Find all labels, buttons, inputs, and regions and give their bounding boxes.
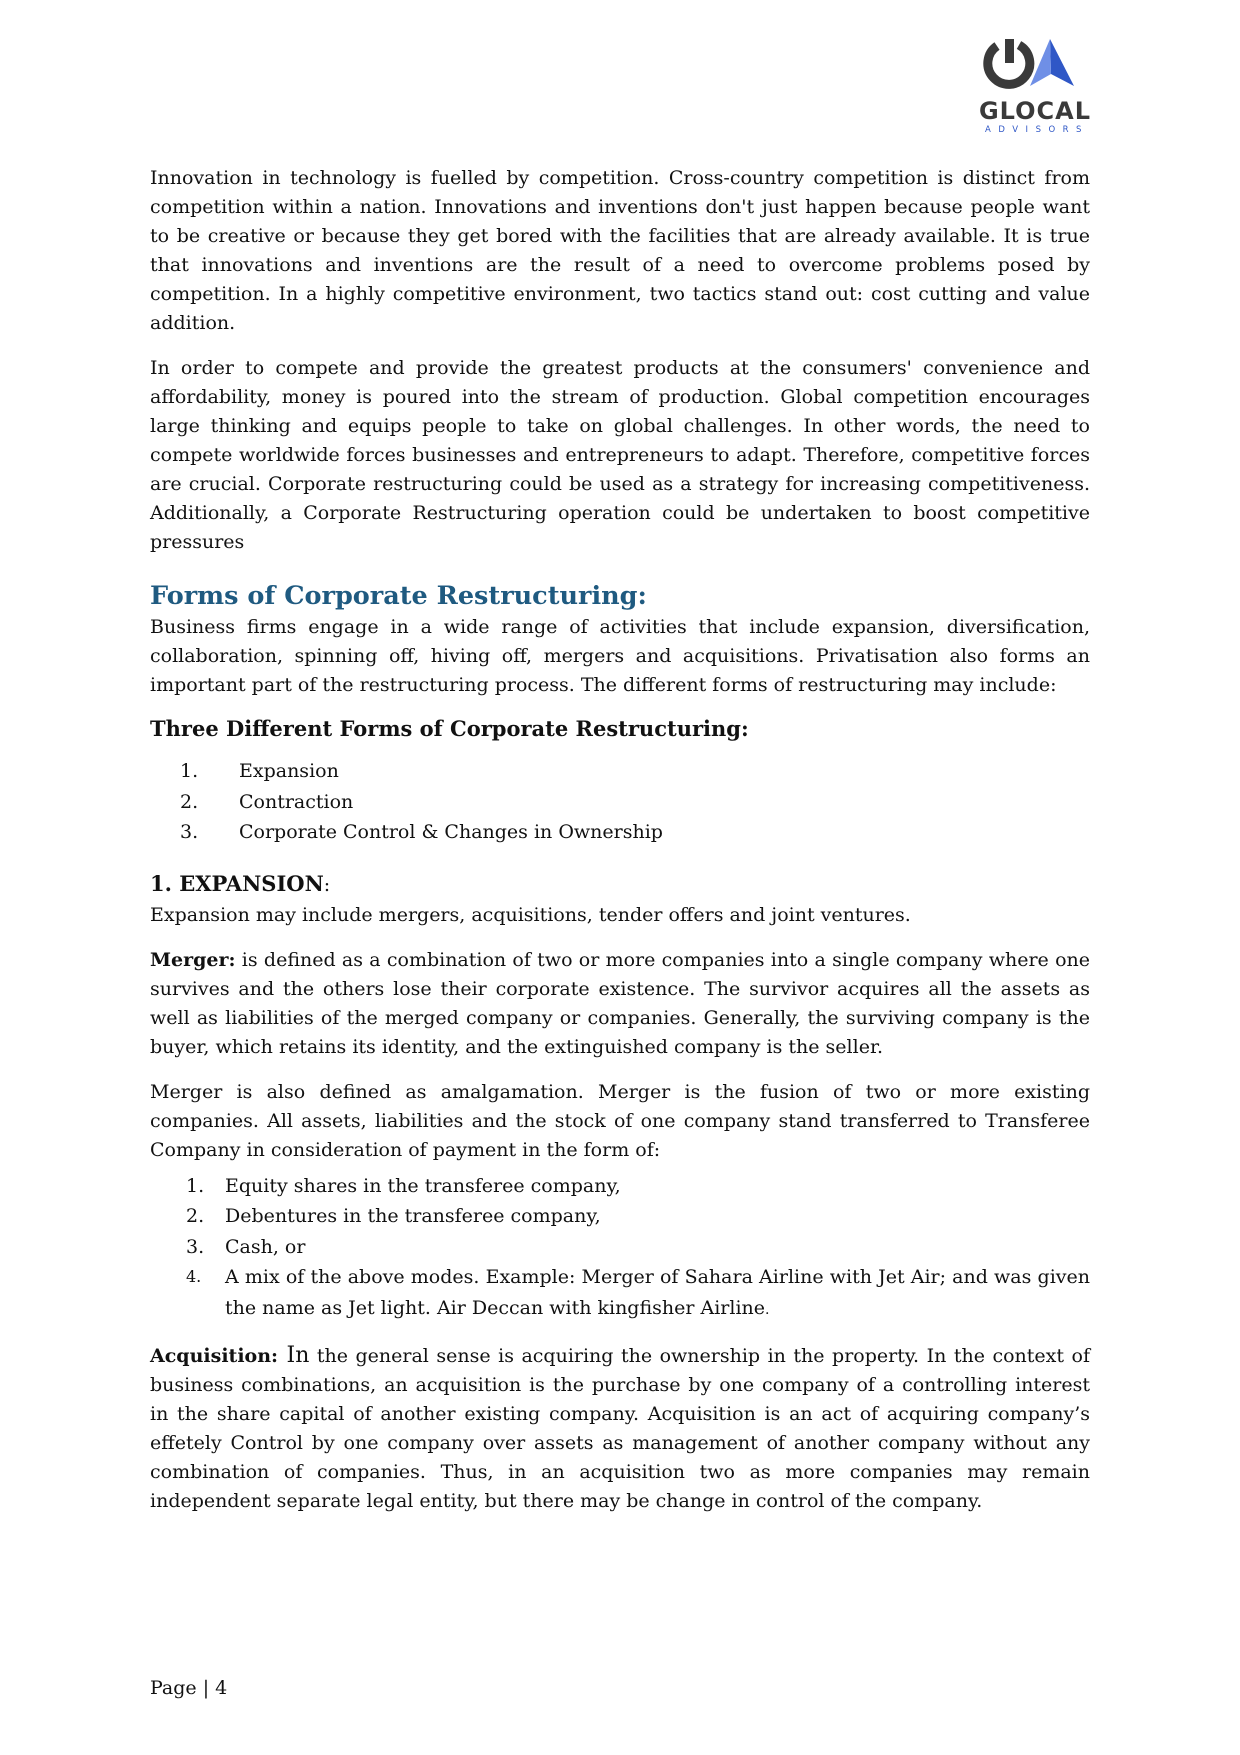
list-item [150, 1171, 1090, 1202]
list-item [150, 1262, 1090, 1325]
list-item [150, 1201, 1090, 1232]
intro-paragraph-1: Innovation in technology is fuelled by competition. Cross-country competition is distinct from competition within a nation. Innovations and inventions don't just happen because people want to be creative or because they get bored with the facilities that are already available. It is true that innovations and inventions are the result of a need to overcome problems posed by competition. In a highly competitive environment, two tactics stand out: cost cutting and value addition. [150, 167, 1090, 334]
list-text: Expansion [239, 760, 339, 782]
company-logo [975, 36, 1095, 136]
list-item [150, 756, 1090, 787]
list-text: Contraction [239, 790, 354, 813]
list-text: Equity shares in the transferee company, [225, 1174, 621, 1197]
merger-text: is defined as a combination of two or more companies into a single company where one survives and the others lose their corporate existence. The survivor acquires all the assets as well as liabilities of the merged company or companies. Generally, the surviving company is the buyer, which retains its identity, and the extinguished company is the seller. [150, 948, 1090, 1058]
merger-paragraph-2: Merger is also defined as amalgamation. Merger is the fusion of two or more existing companies. All assets, liabilities and the stock of one company stand transferred to Transferee Company in consideration of payment in the form of: [150, 1080, 1090, 1161]
intro-paragraph-2: In order to compete and provide the greatest products at the consumers' convenience and affordability, money is poured into the stream of production. Global competition encourages large thinking and equips people to take on global challenges. In other words, the need to compete worldwide forces businesses and entrepreneurs to adapt. Therefore, competitive forces are crucial. Corporate restructuring could be used as a strategy for increasing competitiveness. Additionally, a Corporate Restructuring operation could be undertaken to boost competitive pressures [150, 357, 1090, 553]
page-number: Page | 4 [150, 1677, 228, 1699]
list-item [150, 787, 1090, 818]
logo-subtitle: ADVISORS [985, 125, 1089, 135]
logo-name: GLOCAL [978, 97, 1092, 125]
list-text: Corporate Control & Changes in Ownership [239, 821, 663, 843]
merger-label: Merger: [150, 948, 236, 971]
expansion-intro: Expansion may include mergers, acquisitions, tender offers and joint ventures. [150, 903, 911, 926]
list-number: 1. [186, 1174, 205, 1197]
acquisition-text: the general sense is acquiring the ownership in the property. In the context of business combinations, an acquisition is the purchase by one company of a controlling interest in the share capital of another existing company. Acquisition is an act of acquiring company’s effetely Control by one company over assets as management of another company without any combination of companies. Thus, in an acquisition two as more companies may remain independent separate legal entity, but there may be change in control of the company. [150, 1345, 1090, 1512]
acquisition-paragraph [150, 1341, 1090, 1516]
forms-intro-paragraph: Business firms engage in a wide range of activities that include expansion, diversification, collaboration, spinning off, hiving off, mergers and acquisitions. Privatisation also forms an important part of the restructuring process. The different forms of restructuring may include: [150, 616, 1090, 696]
forms-heading: Forms of Corporate Restructuring: [150, 581, 647, 611]
list-number: 3. [180, 821, 199, 843]
page-content [150, 164, 1090, 1516]
forms-list [150, 756, 1090, 848]
list-text: A mix of the above modes. Example: Merger of Sahara Airline with Jet Air; and was given the name as Jet light. Air Deccan with kingfisher Airline [225, 1266, 1090, 1319]
list-text: Cash, or [225, 1235, 306, 1258]
expansion-heading-text: 1. EXPANSION [150, 870, 324, 896]
list-item [150, 1232, 1090, 1263]
list-item [150, 817, 1090, 848]
expansion-heading [150, 868, 1090, 901]
acquisition-lead: In [278, 1343, 310, 1368]
acquisition-label: Acquisition: [150, 1345, 279, 1367]
list-number: 4. [186, 1267, 202, 1286]
expansion-heading-colon: : [323, 873, 331, 896]
list-number: 2. [180, 790, 199, 813]
merger-paragraph [150, 946, 1090, 1062]
list-text-end: . [765, 1301, 770, 1318]
list-number: 1. [180, 760, 199, 782]
list-number: 3. [186, 1235, 205, 1258]
list-number: 2. [186, 1205, 205, 1227]
payment-forms-list [150, 1171, 1090, 1326]
list-text: Debentures in the transferee company, [225, 1205, 601, 1227]
logo-mark-icon [979, 36, 1091, 96]
three-forms-subheading: Three Different Forms of Corporate Restructuring: [150, 716, 749, 741]
